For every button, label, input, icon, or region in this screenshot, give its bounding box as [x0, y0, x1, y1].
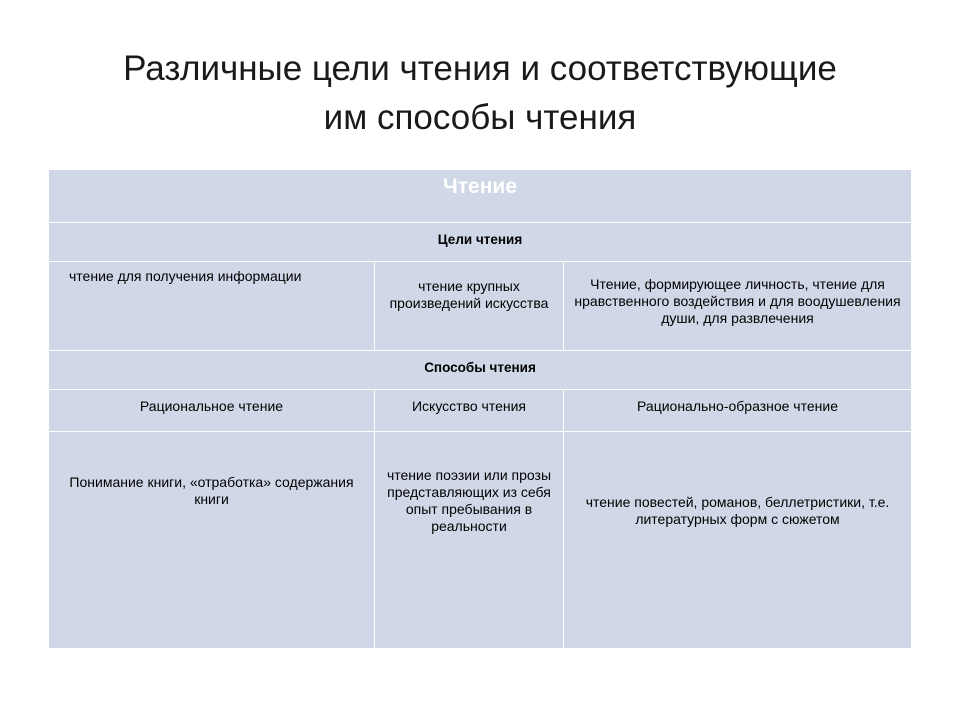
table-header: Чтение: [49, 170, 912, 223]
methods-heading-row: [49, 351, 912, 390]
goal-cell: Чтение, формирующее личность, чтение для нравственного воздействия и для воодушевления души, для развлечения: [564, 262, 912, 351]
table-header-row: [49, 170, 912, 223]
method-cell: Искусство чтения: [375, 390, 564, 432]
reading-table: [48, 169, 912, 649]
description-cell: чтение поэзии или прозы представляющих из себя опыт пребывания в реальности: [375, 432, 564, 649]
slide-title-line-2: им способы чтения: [323, 98, 637, 137]
slide-title-line-1: Различные цели чтения и соответствующие: [123, 49, 837, 88]
description-cell: чтение повестей, романов, беллетристики, т.е. литературных форм с сюжетом: [564, 432, 912, 649]
goals-row: [49, 262, 912, 351]
descriptions-row: [49, 432, 912, 649]
goal-cell: чтение крупных произведений искусства: [375, 262, 564, 351]
method-cell: Рационально-образное чтение: [564, 390, 912, 432]
methods-heading: Способы чтения: [49, 351, 912, 390]
description-cell: Понимание книги, «отработка» содержания книги: [49, 432, 375, 649]
goals-heading: Цели чтения: [49, 223, 912, 262]
goal-cell: чтение для получения информации: [49, 262, 375, 351]
method-cell: Рациональное чтение: [49, 390, 375, 432]
methods-row: [49, 390, 912, 432]
goals-heading-row: [49, 223, 912, 262]
slide-title: [60, 44, 900, 142]
